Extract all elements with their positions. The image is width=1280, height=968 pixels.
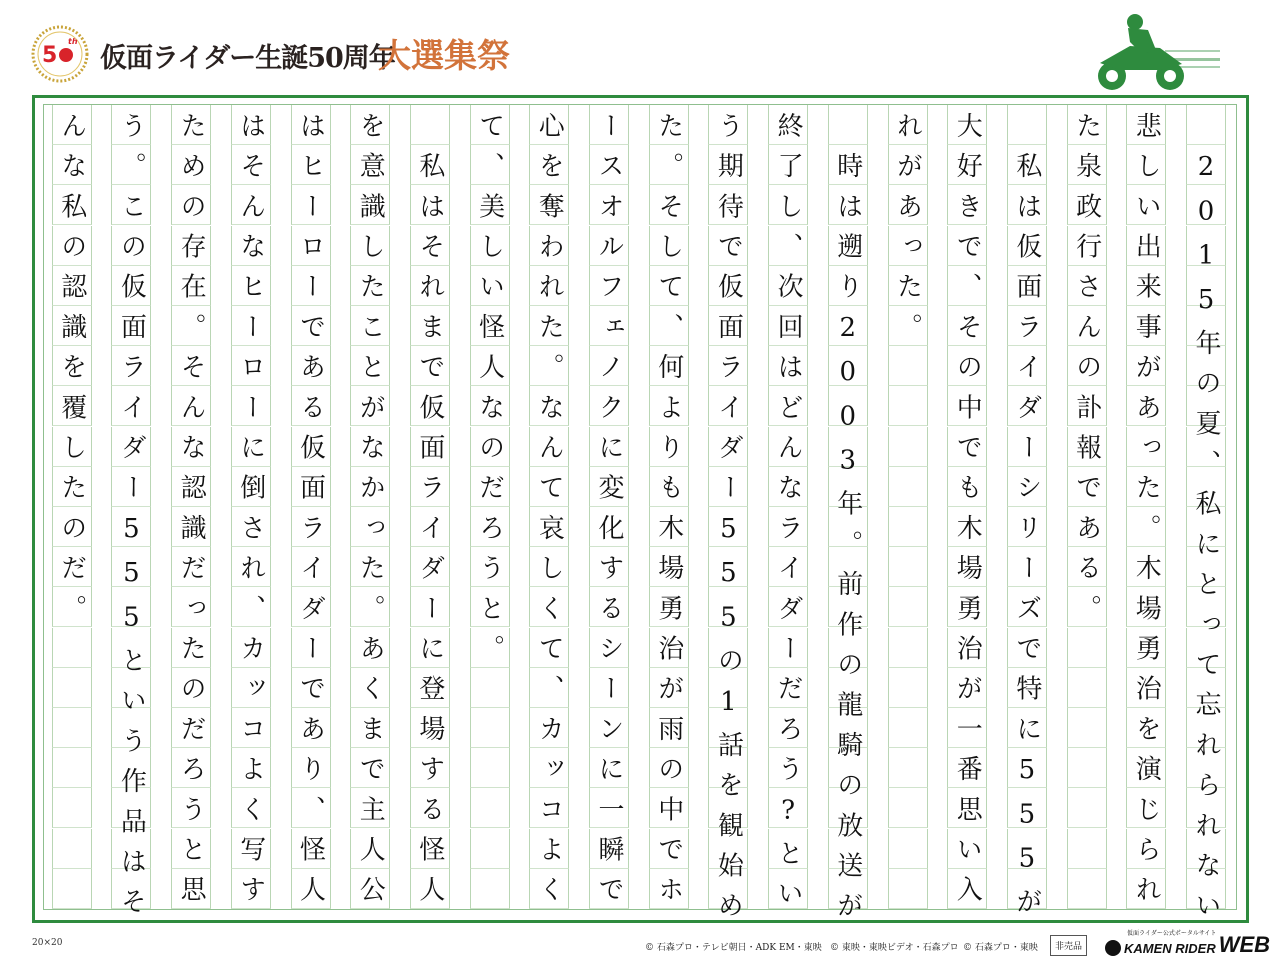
manuscript-column-text: ースオルフェノクに変化するシーンに一瞬で bbox=[594, 112, 624, 916]
grid-size-label: 20×20 bbox=[32, 938, 63, 948]
manuscript-column-text: を意識したことがなかった。あくまで主人公 bbox=[355, 112, 386, 916]
copyright-2: © 東映・東映ビデオ・石森プロ bbox=[830, 943, 959, 953]
manuscript-column-text: んな私の認識を覆したのだ。 bbox=[56, 112, 87, 635]
manuscript-column-text: れがあった。 bbox=[892, 112, 923, 354]
svg-text:5: 5 bbox=[42, 43, 58, 68]
manuscript-column-text: て、美しい怪人なのだろうと。 bbox=[474, 112, 505, 675]
rider-mask-icon bbox=[1105, 940, 1121, 956]
manuscript-column-text: 私は仮面ライダーシリーズで特に555が bbox=[1011, 112, 1042, 928]
manuscript-column-text: 時は遡り2003年。前作の龍騎の放送が bbox=[832, 112, 863, 932]
manuscript-column-text: 終了し、次回はどんなライダーだろう?とい bbox=[773, 112, 804, 920]
manuscript-column-text: 悲しい出来事があった。木場勇治を演じられ bbox=[1131, 112, 1162, 916]
manuscript-column-text: た。そして、何よりも木場勇治が雨の中でホ bbox=[653, 112, 684, 916]
manuscript-column-text: う期待で仮面ライダー555の1話を観始め bbox=[713, 112, 744, 933]
manuscript-column-text: た泉政行さんの訃報である。 bbox=[1071, 112, 1102, 635]
manuscript-grid bbox=[43, 104, 1237, 933]
copyright-1: © 石森プロ・テレビ朝日・ADK EM・東映 bbox=[645, 943, 822, 953]
manuscript-column-text: 私はそれまで仮面ライダーに登場する怪人 bbox=[414, 112, 445, 916]
brand-subtitle: 仮面ライダー公式ポータルサイト bbox=[1127, 930, 1217, 937]
brand-web: WEB bbox=[1218, 932, 1271, 957]
manuscript-column-text: はヒーローである仮面ライダーであり、怪人 bbox=[295, 112, 326, 916]
svg-text:th: th bbox=[68, 37, 78, 46]
manuscript-column-text: 大好きで、その中でも木場勇治が一番思い入 bbox=[952, 112, 983, 916]
kamen-rider-web-logo bbox=[1105, 930, 1270, 956]
50th-anniversary-logo bbox=[30, 24, 90, 84]
copyright-3: © 石森プロ・東映 bbox=[963, 943, 1038, 953]
page-title-accent: 大選集祭 bbox=[378, 36, 510, 75]
manuscript-column-text: ための存在。そんな認識だったのだろうと思 bbox=[176, 112, 207, 916]
not-for-sale-badge: 非売品 bbox=[1050, 935, 1087, 956]
brand-name: KAMEN RIDER bbox=[1124, 941, 1216, 956]
motorcycle-rider-icon bbox=[1090, 8, 1230, 98]
manuscript-column-text: 心を奪われた。なんて哀しくて、カッコよく bbox=[534, 112, 565, 916]
manuscript-column-text: はそんなヒーローに倒され、カッコよく写す bbox=[235, 112, 266, 916]
manuscript-column-text: 2015年の夏、私にとって忘れられない bbox=[1191, 112, 1221, 932]
page-title: 仮面ライダー生誕50周年 bbox=[100, 43, 395, 74]
manuscript-column-text: う。この仮面ライダー555という作品はそ bbox=[116, 112, 147, 928]
